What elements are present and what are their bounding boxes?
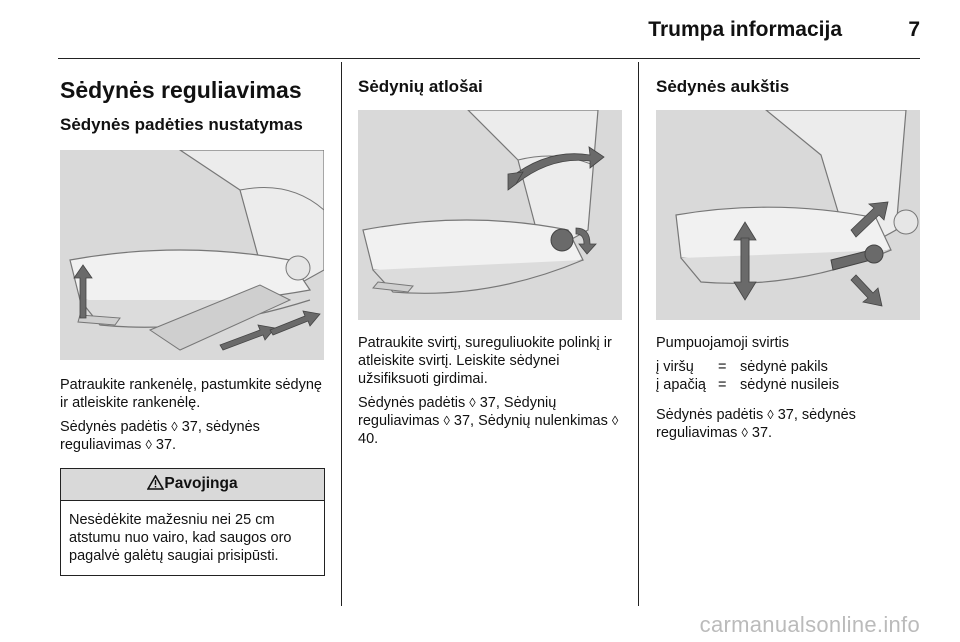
xref-arrow-icon: ◊ (443, 413, 450, 428)
backrest-figure (358, 110, 622, 320)
header-rule (58, 58, 920, 59)
table-cell-equals: = (718, 359, 727, 375)
section-title: Sėdynės aukštis (656, 77, 790, 96)
warning-box (60, 468, 325, 576)
column-seat-backrests (358, 62, 623, 448)
table-cell-result: sėdynė nusileis (740, 377, 840, 393)
seat-height-xref: Sėdynės padėtis ◊ 37, sėdynės reguliavimas ◊ 37. (656, 407, 856, 441)
table-cell-result: sėdynė pakils (740, 359, 828, 375)
page-number: 7 (908, 18, 920, 41)
xref-arrow-icon: ◊ (469, 395, 476, 410)
xref-arrow-icon: ◊ (741, 425, 748, 440)
watermark: carmanualsonline.info (699, 612, 920, 637)
xref-arrow-icon: ◊ (611, 413, 619, 428)
column-seat-height (656, 62, 921, 442)
xref-arrow-icon: ◊ (145, 437, 152, 452)
table-cell-equals: = (718, 377, 727, 393)
section-subtitle: Sėdynės padėties nustatymas (60, 115, 303, 134)
section-title: Sėdynės reguliavimas (60, 77, 302, 103)
column-divider-1 (341, 62, 342, 606)
backrest-xref: Sėdynės padėtis ◊ 37, Sėdynių reguliavimas ◊ 37, Sėdynių nulenkimas ◊ 40. (358, 395, 619, 447)
table-cell-direction: į viršų (656, 359, 694, 375)
xref-arrow-icon: ◊ (767, 407, 774, 422)
seat-position-xref: Sėdynės padėtis ◊ 37, sėdynės reguliavimas ◊ 37. (60, 419, 260, 453)
warning-triangle-icon (147, 475, 164, 490)
xref-arrow-icon: ◊ (171, 419, 178, 434)
column-seat-adjustment (60, 62, 325, 576)
pump-lever-label: Pumpuojamoji svirtis (656, 335, 789, 351)
seat-position-text: Patraukite rankenėlę, pastumkite sėdynę ir atleiskite rankenėlę. (60, 377, 322, 411)
seat-height-figure (656, 110, 920, 320)
warning-text: Nesėdėkite mažesniu nei 25 cm atstumu nuo vairo, kad saugos oro pagalvė galėtų saugiai prisipūsti. (69, 512, 292, 564)
column-divider-2 (638, 62, 639, 606)
backrest-text: Patraukite svirtį, sureguliuokite polinkį ir atleiskite svirtį. Leiskite sėdynei užsifiksuoti girdimai. (358, 335, 612, 387)
table-cell-direction: į apačią (656, 377, 706, 393)
warning-title: Pavojinga (164, 475, 238, 492)
warning-header (61, 469, 324, 501)
page-header-title: Trumpa informacija (648, 18, 842, 41)
section-title: Sėdynių atlošai (358, 77, 483, 96)
pump-lever-table (656, 358, 921, 394)
seat-position-figure (60, 150, 324, 360)
